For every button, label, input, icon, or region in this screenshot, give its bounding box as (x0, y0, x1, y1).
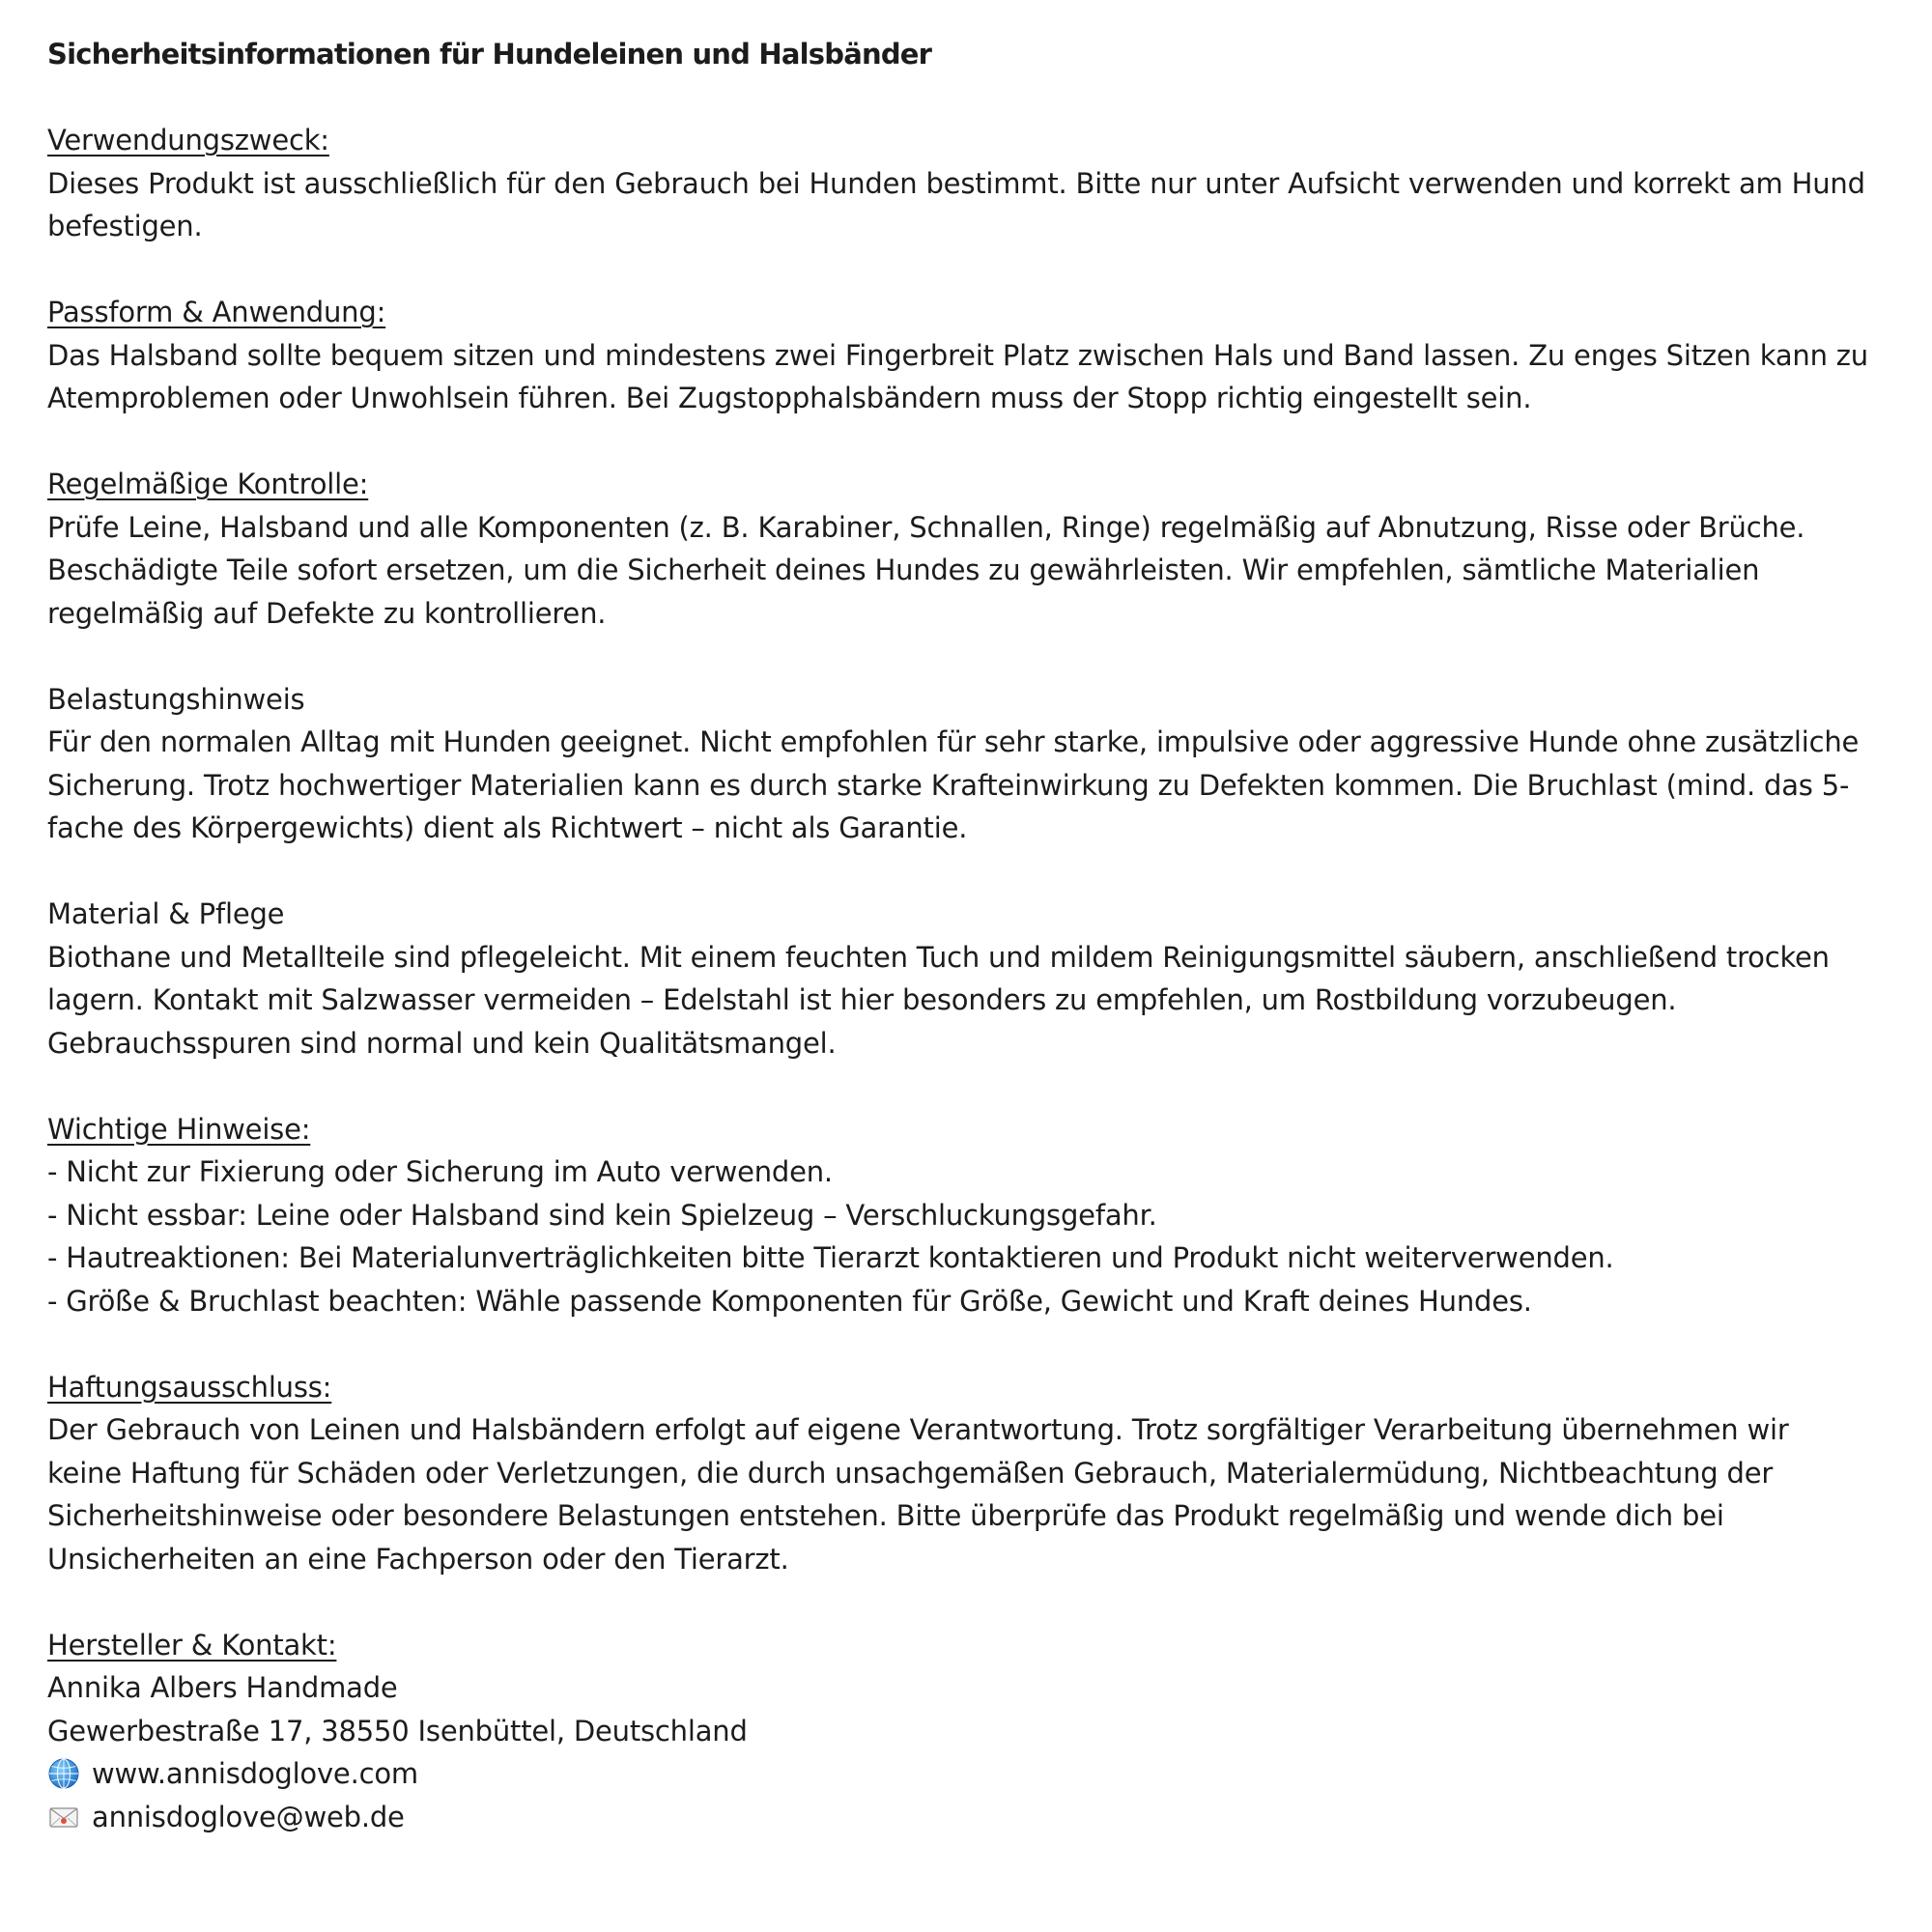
spacer (47, 850, 1921, 894)
section-heading-text: Belastungshinweis (47, 682, 305, 716)
paragraph-line: Unsicherheiten an eine Fachperson oder den Tierarzt. (47, 1542, 789, 1576)
paragraph-line: Der Gebrauch von Leinen und Halsbändern erfolgt auf eigene Verantwortung. Trotz sorgfältiger Verarbeitung übernehmen wir (47, 1413, 1789, 1446)
paragraph-line: Sicherung. Trotz hochwertiger Materialien kann es durch starke Krafteinwirkung zu Defekten kommen. Die Bruchlast (mind. das 5- (47, 768, 1850, 802)
email-row (47, 1796, 1921, 1839)
section-heading (47, 1366, 1921, 1409)
section-heading (47, 463, 1921, 506)
paragraph-line: Prüfe Leine, Halsband und alle Komponenten (z. B. Karabiner, Schnallen, Ringe) regelmäßig auf Abnutzung, Risse oder Brüche. (47, 510, 1805, 544)
paragraph-line: befestigen. (47, 210, 203, 242)
section-heading-text: Verwendungszweck: (47, 124, 329, 156)
spacer (47, 420, 1921, 464)
section-heading-text: Regelmäßige Kontrolle: (47, 468, 369, 500)
manufacturer-address: Gewerbestraße 17, 38550 Isenbüttel, Deutschland (47, 1714, 748, 1747)
envelope-icon (47, 1801, 80, 1833)
section (47, 1108, 1921, 1323)
contact-heading-text: Hersteller & Kontakt: (47, 1628, 337, 1662)
section-heading (47, 678, 1921, 722)
contact-heading (47, 1624, 1921, 1667)
paragraph-line: Sicherheitshinweise oder besondere Belastungen entstehen. Bitte überprüfe das Produkt regelmäßig und wende dich bei (47, 1499, 1724, 1532)
spacer (47, 248, 1921, 292)
section-heading-text: Passform & Anwendung: (47, 296, 386, 328)
manufacturer-name: Annika Albers Handmade (47, 1671, 398, 1704)
spacer (47, 1065, 1921, 1108)
paragraph-line: - Größe & Bruchlast beachten: Wähle passende Komponenten für Größe, Gewicht und Kraft deines Hundes. (47, 1284, 1532, 1318)
document-title: Sicherheitsinformationen für Hundeleinen und Halsbänder (47, 38, 932, 71)
section (47, 678, 1921, 850)
paragraph-line: Für den normalen Alltag mit Hunden geeignet. Nicht empfohlen für sehr starke, impulsive oder aggressive Hunde ohne zusätzliche (47, 725, 1860, 758)
sections (47, 119, 1921, 1624)
section (47, 1366, 1921, 1581)
section (47, 463, 1921, 635)
section-heading (47, 291, 1921, 334)
spacer (47, 1580, 1921, 1624)
section-heading (47, 1108, 1921, 1151)
spacer (47, 1322, 1921, 1366)
section-heading (47, 893, 1921, 936)
paragraph-line: Beschädigte Teile sofort ersetzen, um die Sicherheit deines Hundes zu gewährleisten. Wir empfehlen, sämtliche Materialien (47, 554, 1760, 586)
paragraph-line: Das Halsband sollte bequem sitzen und mindestens zwei Fingerbreit Platz zwischen Hals und Band lassen. Zu enges Sitzen kann zu (47, 338, 1868, 372)
paragraph-line: fache des Körpergewichts) dient als Richtwert – nicht als Garantie. (47, 811, 968, 844)
paragraph-line: Dieses Produkt ist ausschließlich für den Gebrauch bei Hunden bestimmt. Bitte nur unter Aufsicht verwenden und korrekt am Hund (47, 166, 1865, 200)
section (47, 893, 1921, 1065)
section-heading-text: Material & Pflege (47, 897, 285, 930)
section (47, 291, 1921, 420)
paragraph-line: Gebrauchsspuren sind normal und kein Qualitätsmangel. (47, 1026, 837, 1060)
paragraph-line: keine Haftung für Schäden oder Verletzungen, die durch unsachgemäßen Gebrauch, Materialermüdung, Nichtbeachtung der (47, 1456, 1774, 1490)
contact-section (47, 1624, 1921, 1839)
paragraph-line: - Nicht zur Fixierung oder Sicherung im Auto verwenden. (47, 1155, 833, 1188)
paragraph-line: - Hautreaktionen: Bei Materialunverträglichkeiten bitte Tierarzt kontaktieren und Produkt nicht weiterverwenden. (47, 1241, 1614, 1274)
paragraph-line: - Nicht essbar: Leine oder Halsband sind kein Spielzeug – Verschluckungsgefahr. (47, 1198, 1157, 1232)
paragraph-line: Atemproblemen oder Unwohlsein führen. Bei Zugstopphalsbändern muss der Stopp richtig eingestellt sein. (47, 382, 1532, 414)
email-link[interactable]: annisdoglove@web.de (92, 1800, 405, 1833)
globe-icon (47, 1757, 80, 1790)
website-row (47, 1752, 1921, 1796)
paragraph-line: Biothane und Metallteile sind pflegeleicht. Mit einem feuchten Tuch und mildem Reinigungsmittel säubern, anschließend trocken (47, 940, 1830, 974)
section-heading-text: Haftungsausschluss: (47, 1370, 332, 1404)
spacer (47, 76, 1921, 120)
section-heading-text: Wichtige Hinweise: (47, 1112, 311, 1146)
website-link[interactable]: www.annisdoglove.com (92, 1757, 418, 1790)
document (47, 33, 1921, 1838)
paragraph-line: lagern. Kontakt mit Salzwasser vermeiden – Edelstahl ist hier besonders zu empfehlen, um Rostbildung vorzubeugen. (47, 983, 1677, 1016)
spacer (47, 635, 1921, 678)
paragraph-line: regelmäßig auf Defekte zu kontrollieren. (47, 596, 607, 630)
section (47, 119, 1921, 248)
section-heading (47, 119, 1921, 162)
